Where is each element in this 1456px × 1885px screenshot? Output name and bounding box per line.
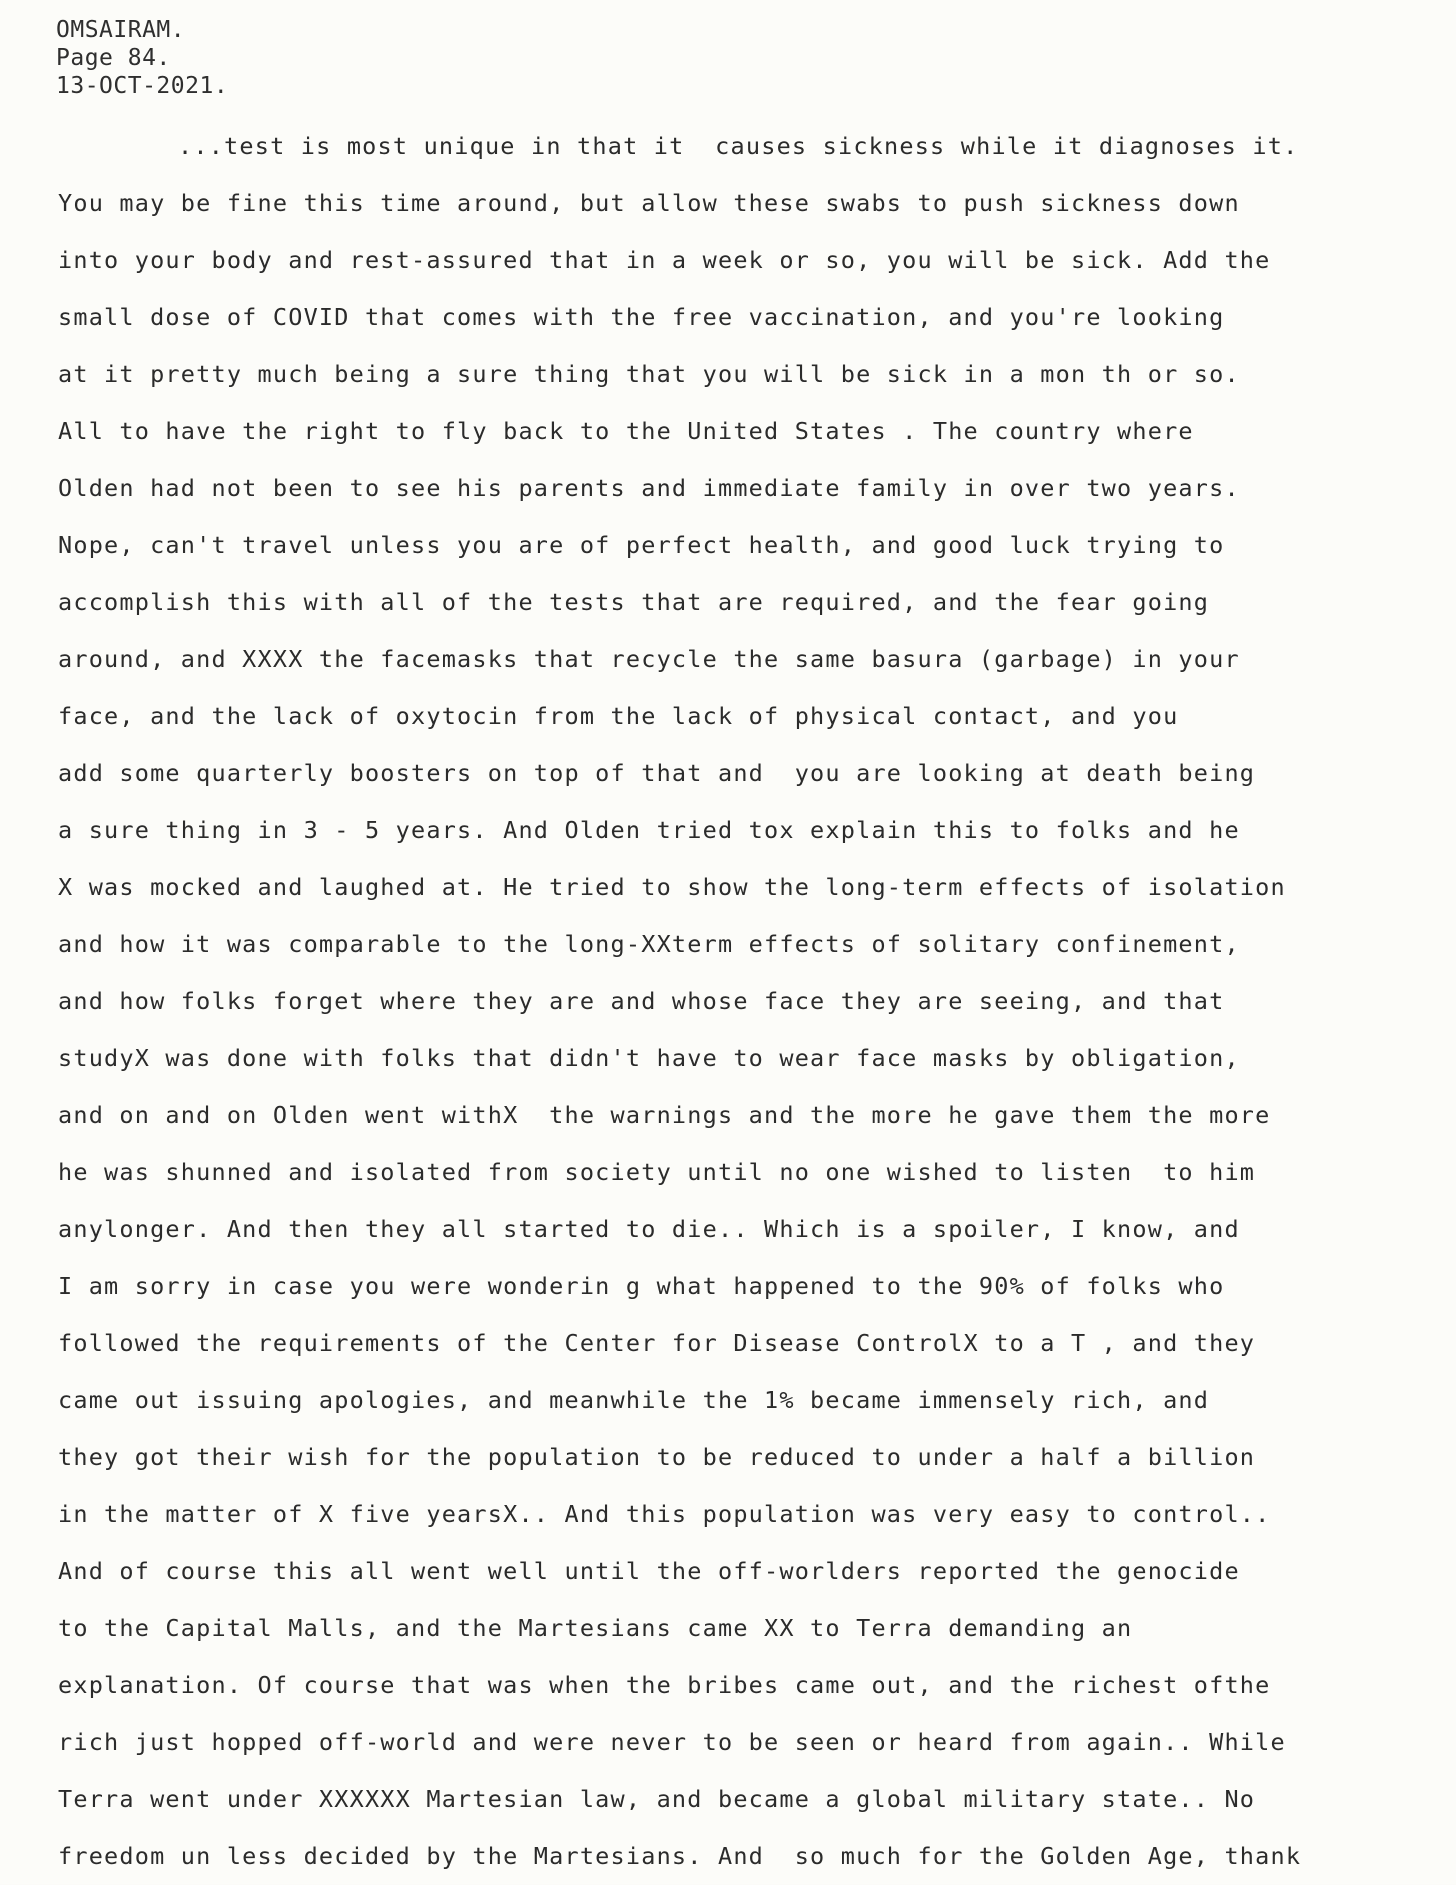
text-line: Nope, can't travel unless you are of perfect health, and good luck trying to bbox=[58, 531, 1225, 559]
text-line: they got their wish for the population to be reduced to under a half a billion bbox=[58, 1443, 1256, 1471]
text-line: add some quarterly boosters on top of that and you are looking at death being bbox=[58, 759, 1256, 787]
text-line: came out issuing apologies, and meanwhile the 1% became immensely rich, and bbox=[58, 1386, 1210, 1414]
text-line: ...test is most unique in that it causes sickness while it diagnoses it. bbox=[178, 132, 1299, 160]
text-line: X was mocked and laughed at. He tried to show the long-term effects of isolation bbox=[58, 873, 1286, 901]
text-line: Terra went under XXXXXX Martesian law, and became a global military state.. No bbox=[58, 1785, 1256, 1813]
body-text bbox=[58, 118, 1438, 1885]
text-line: followed the requirements of the Center for Disease ControlX to a T , and they bbox=[58, 1329, 1256, 1357]
text-line: I am sorry in case you were wonderin g what happened to the 90% of folks who bbox=[58, 1272, 1225, 1300]
header-salutation: OMSAIRAM. bbox=[56, 17, 186, 43]
text-line: around, and XXXX the facemasks that recycle the same basura (garbage) in your bbox=[58, 645, 1240, 673]
text-line: You may be fine this time around, but allow these swabs to push sickness down bbox=[58, 189, 1240, 217]
text-line: at it pretty much being a sure thing that you will be sick in a mon th or so. bbox=[58, 360, 1240, 388]
text-line: Olden had not been to see his parents and immediate family in over two years. bbox=[58, 474, 1240, 502]
text-line: rich just hopped off-world and were never to be seen or heard from again.. While bbox=[58, 1728, 1286, 1756]
text-line: and how folks forget where they are and whose face they are seeing, and that bbox=[58, 987, 1225, 1015]
text-line: All to have the right to fly back to the United States . The country where bbox=[58, 417, 1194, 445]
text-line: And of course this all went well until the off-worlders reported the genocide bbox=[58, 1557, 1240, 1585]
text-line: accomplish this with all of the tests that are required, and the fear going bbox=[58, 588, 1210, 616]
text-line: freedom un less decided by the Martesians. And so much for the Golden Age, thank bbox=[58, 1842, 1302, 1870]
text-line: face, and the lack of oxytocin from the lack of physical contact, and you bbox=[58, 702, 1179, 730]
text-line: anylonger. And then they all started to die.. Which is a spoiler, I know, and bbox=[58, 1215, 1240, 1243]
text-line: a sure thing in 3 - 5 years. And Olden tried tox explain this to folks and he bbox=[58, 816, 1240, 844]
text-line: in the matter of X five yearsX.. And this population was very easy to control.. bbox=[58, 1500, 1271, 1528]
text-line: studyX was done with folks that didn't have to wear face masks by obligation, bbox=[58, 1044, 1240, 1072]
text-line: he was shunned and isolated from society until no one wished to listen to him bbox=[58, 1158, 1256, 1186]
page-date: 13-OCT-2021. bbox=[56, 73, 229, 99]
page-number: Page 84. bbox=[56, 45, 171, 71]
page-header bbox=[56, 16, 228, 100]
text-line: and on and on Olden went withX the warnings and the more he gave them the more bbox=[58, 1101, 1271, 1129]
text-line: small dose of COVID that comes with the free vaccination, and you're looking bbox=[58, 303, 1225, 331]
text-line: into your body and rest-assured that in a week or so, you will be sick. Add the bbox=[58, 246, 1271, 274]
text-line: and how it was comparable to the long-XXterm effects of solitary confinement, bbox=[58, 930, 1240, 958]
text-line: explanation. Of course that was when the bribes came out, and the richest ofthe bbox=[58, 1671, 1271, 1699]
text-line: to the Capital Malls, and the Martesians came XX to Terra demanding an bbox=[58, 1614, 1133, 1642]
